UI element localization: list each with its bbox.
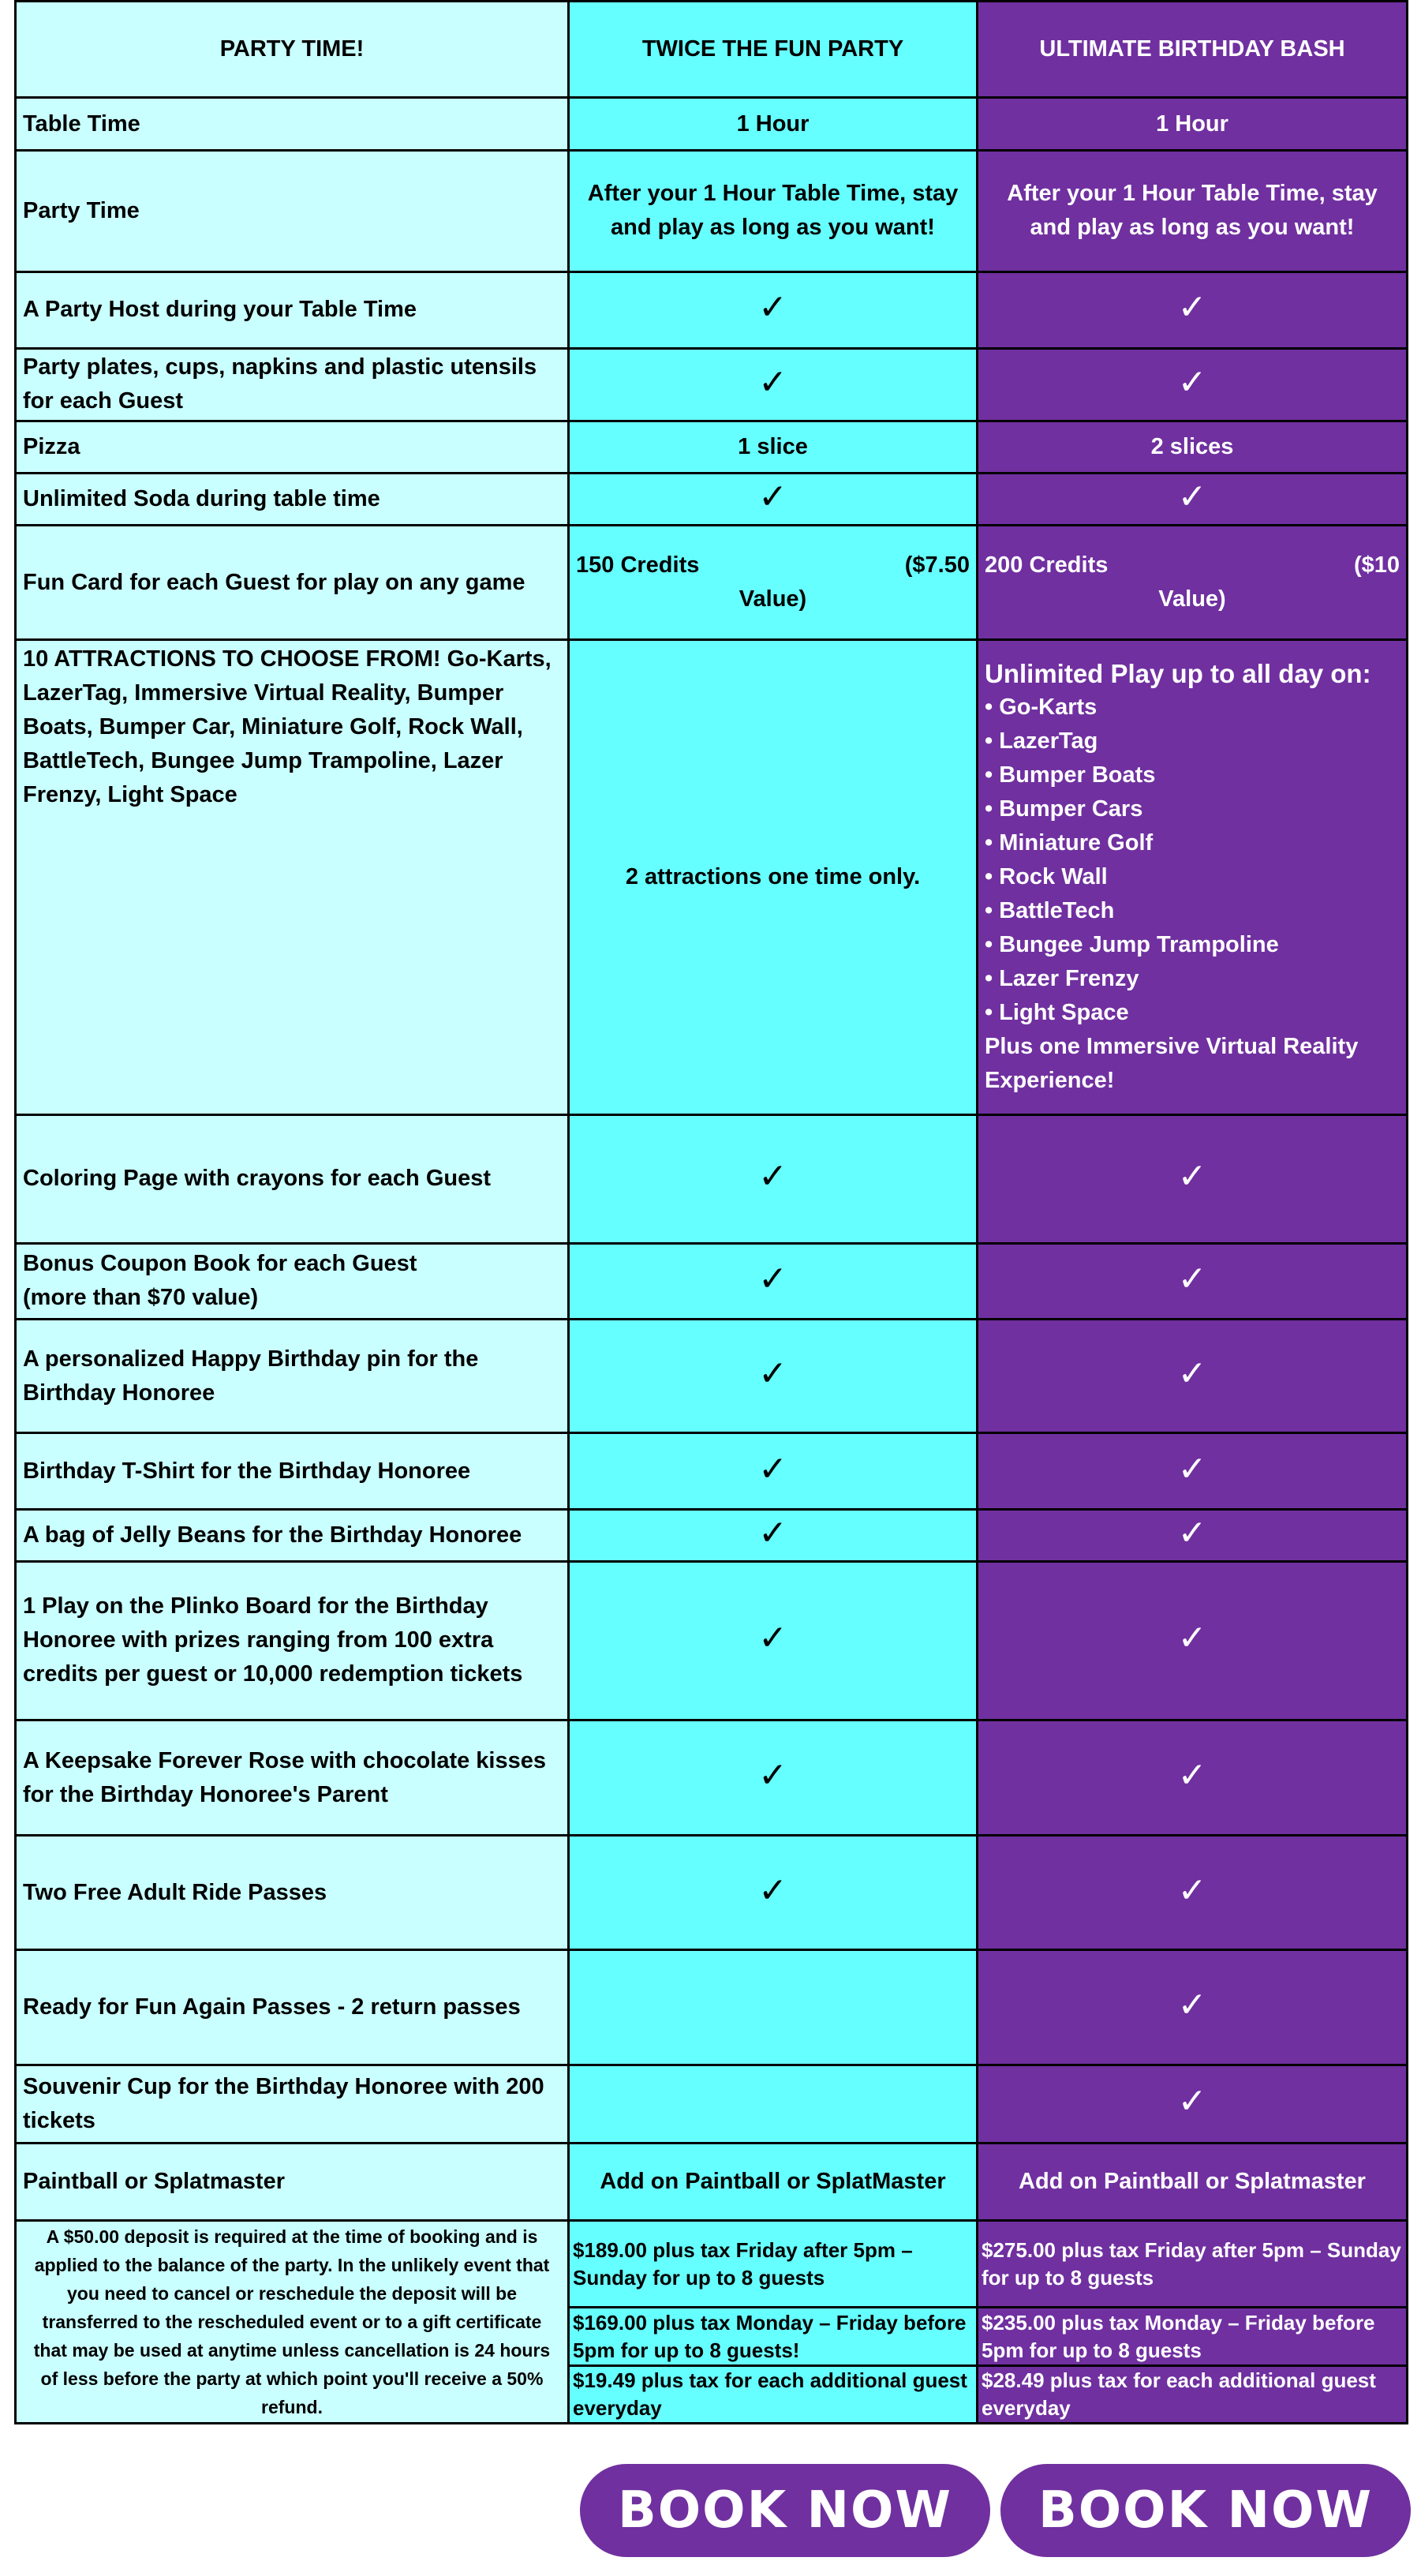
row-label: 1 Play on the Plinko Board for the Birthday Honoree with prizes ranging from 100 extra credits per guest or 10,000 redemption tickets (16, 1562, 569, 1720)
row-paintball (16, 2143, 1408, 2220)
row-label: A Keepsake Forever Rose with chocolate kisses for the Birthday Honoree's Parent (16, 1720, 569, 1836)
ultimate-value: Add on Paintball or Splatmaster (978, 2143, 1408, 2220)
checkmark-icon: ✓ (758, 1755, 787, 1796)
row-label: Fun Card for each Guest for play on any game (16, 526, 569, 640)
twice-value: 1 Hour (569, 98, 978, 150)
attraction-item: • Bumper Boats (985, 758, 1400, 792)
row-label: 10 ATTRACTIONS TO CHOOSE FROM! Go-Karts, LazerTag, Immersive Virtual Reality, Bumper Boats, Bumper Car, Miniature Golf, Rock Wall, BattleTech, Bungee Jump Trampoline, Lazer Frenzy, Light Space (16, 639, 569, 1114)
attraction-item: • Lazer Frenzy (985, 962, 1400, 996)
twice-value: After your 1 Hour Table Time, stay and play as long as you want! (569, 150, 978, 272)
checkmark-icon: ✓ (1177, 1755, 1207, 1796)
book-now-twice-button[interactable]: BOOK NOW (580, 2464, 990, 2557)
twice-empty (569, 2065, 978, 2143)
book-now-ultimate-button[interactable]: BOOK NOW (1000, 2464, 1411, 2557)
row-label-line: (more than $70 value) (23, 1285, 259, 1311)
checkmark-icon: ✓ (1177, 1354, 1207, 1395)
checkmark-icon: ✓ (758, 287, 787, 328)
checkmark-icon: ✓ (758, 1258, 787, 1299)
deposit-note: A $50.00 deposit is required at the time of booking and is applied to the balance of the party. In the unlikely event that you need to cancel or reschedule the deposit will be transferred to the rescheduled event or to a gift certificate that may be used at anytime unless cancellation is 24 hours of less before the party at which point you'll receive a 50% refund. (16, 2221, 569, 2424)
row-label: Unlimited Soda during table time (16, 474, 569, 526)
checkmark-icon: ✓ (1177, 1156, 1207, 1197)
twice-value: 1 slice (569, 421, 978, 473)
table-header-row (16, 2, 1408, 98)
header-ultimate-bash: ULTIMATE BIRTHDAY BASH (978, 2, 1408, 98)
checkmark-icon: ✓ (758, 1354, 787, 1395)
attraction-item: • Go-Karts (985, 691, 1400, 724)
row-souvenir (16, 2065, 1408, 2143)
checkmark-icon: ✓ (1177, 1985, 1207, 2026)
row-fun-again (16, 1949, 1408, 2065)
row-label: Two Free Adult Ride Passes (16, 1836, 569, 1950)
checkmark-icon: ✓ (1177, 477, 1207, 518)
ultimate-value: After your 1 Hour Table Time, stay and play as long as you want! (978, 150, 1408, 272)
attraction-item: • LazerTag (985, 724, 1400, 758)
row-label: A bag of Jelly Beans for the Birthday Honoree (16, 1509, 569, 1561)
checkmark-icon: ✓ (758, 1448, 787, 1489)
row-label: A personalized Happy Birthday pin for the Birthday Honoree (16, 1319, 569, 1433)
ultimate-price-weekday: $235.00 plus tax Monday – Friday before 5pm for up to 8 guests (978, 2308, 1408, 2365)
ultimate-price-additional: $28.49 plus tax for each additional guest everyday (978, 2365, 1408, 2423)
twice-price-additional: $19.49 plus tax for each additional guest everyday (569, 2365, 978, 2423)
row-label: Table Time (16, 98, 569, 150)
credits-amount: 200 Credits (985, 552, 1109, 578)
attraction-item: • Miniature Golf (985, 826, 1400, 860)
checkmark-icon: ✓ (1177, 1618, 1207, 1659)
credits-value-tail: Value) (1158, 586, 1226, 612)
checkmark-icon: ✓ (1177, 1448, 1207, 1489)
checkmark-icon: ✓ (758, 1618, 787, 1659)
row-label: Coloring Page with crayons for each Guest (16, 1115, 569, 1244)
checkmark-icon: ✓ (758, 1870, 787, 1911)
attraction-item: • Bungee Jump Trampoline (985, 928, 1400, 962)
attractions-footer: Plus one Immersive Virtual Reality Experience! (985, 1033, 1359, 1093)
row-label (16, 1243, 569, 1319)
ultimate-value: 2 slices (978, 421, 1408, 473)
attractions-list (985, 691, 1400, 1030)
ultimate-attractions (978, 639, 1408, 1114)
row-rose (16, 1720, 1408, 1836)
twice-price-weekday: $169.00 plus tax Monday – Friday before 5pm for up to 8 guests! (569, 2308, 978, 2365)
row-fun-card (16, 526, 1408, 640)
checkmark-icon: ✓ (1177, 1870, 1207, 1911)
credits-value: ($7.50 (904, 552, 970, 578)
row-party-host (16, 272, 1408, 348)
attraction-item: • Rock Wall (985, 860, 1400, 894)
attraction-item: • BattleTech (985, 894, 1400, 928)
row-pricing-weekend (16, 2221, 1408, 2308)
row-attractions (16, 639, 1408, 1114)
row-label: A Party Host during your Table Time (16, 272, 569, 348)
row-label: Birthday T-Shirt for the Birthday Honoree (16, 1433, 569, 1509)
row-plates (16, 348, 1408, 421)
row-party-time (16, 150, 1408, 272)
checkmark-icon: ✓ (758, 477, 787, 518)
header-twice-the-fun: TWICE THE FUN PARTY (569, 2, 978, 98)
row-coloring (16, 1115, 1408, 1244)
ultimate-fun-card (978, 526, 1408, 640)
row-label: Ready for Fun Again Passes - 2 return passes (16, 1949, 569, 2065)
checkmark-icon: ✓ (1177, 1258, 1207, 1299)
row-label: Souvenir Cup for the Birthday Honoree with 200 tickets (16, 2065, 569, 2143)
twice-value: 2 attractions one time only. (569, 639, 978, 1114)
row-plinko (16, 1562, 1408, 1720)
row-adult-pass (16, 1836, 1408, 1950)
checkmark-icon: ✓ (758, 1156, 787, 1197)
checkmark-icon: ✓ (758, 361, 787, 402)
credits-amount: 150 Credits (576, 552, 700, 578)
ultimate-value: 1 Hour (978, 98, 1408, 150)
row-label: Pizza (16, 421, 569, 473)
checkmark-icon: ✓ (1177, 1512, 1207, 1553)
credits-value: ($10 (1353, 552, 1400, 578)
ultimate-price-weekend: $275.00 plus tax Friday after 5pm – Sunday for up to 8 guests (978, 2221, 1408, 2308)
checkmark-icon: ✓ (758, 1512, 787, 1553)
row-label: Paintball or Splatmaster (16, 2143, 569, 2220)
attraction-item: • Light Space (985, 996, 1400, 1030)
checkmark-icon: ✓ (1177, 287, 1207, 328)
attractions-title: Unlimited Play up to all day on: (985, 658, 1371, 688)
row-table-time (16, 98, 1408, 150)
twice-value: Add on Paintball or SplatMaster (569, 2143, 978, 2220)
row-pizza (16, 421, 1408, 473)
checkmark-icon: ✓ (1177, 361, 1207, 402)
row-label-line: Bonus Coupon Book for each Guest (23, 1251, 417, 1277)
row-label: Party Time (16, 150, 569, 272)
row-pin (16, 1319, 1408, 1433)
twice-empty (569, 1949, 978, 2065)
row-soda (16, 474, 1408, 526)
attraction-item: • Bumper Cars (985, 792, 1400, 826)
twice-price-weekend: $189.00 plus tax Friday after 5pm – Sunday for up to 8 guests (569, 2221, 978, 2308)
row-coupon (16, 1243, 1408, 1319)
row-label: Party plates, cups, napkins and plastic utensils for each Guest (16, 348, 569, 421)
credits-value-tail: Value) (739, 586, 807, 612)
twice-fun-card (569, 526, 978, 640)
row-jelly (16, 1509, 1408, 1561)
party-comparison-table (14, 0, 1408, 2424)
row-tshirt (16, 1433, 1408, 1509)
header-party-time: PARTY TIME! (16, 2, 569, 98)
checkmark-icon: ✓ (1177, 2081, 1207, 2122)
